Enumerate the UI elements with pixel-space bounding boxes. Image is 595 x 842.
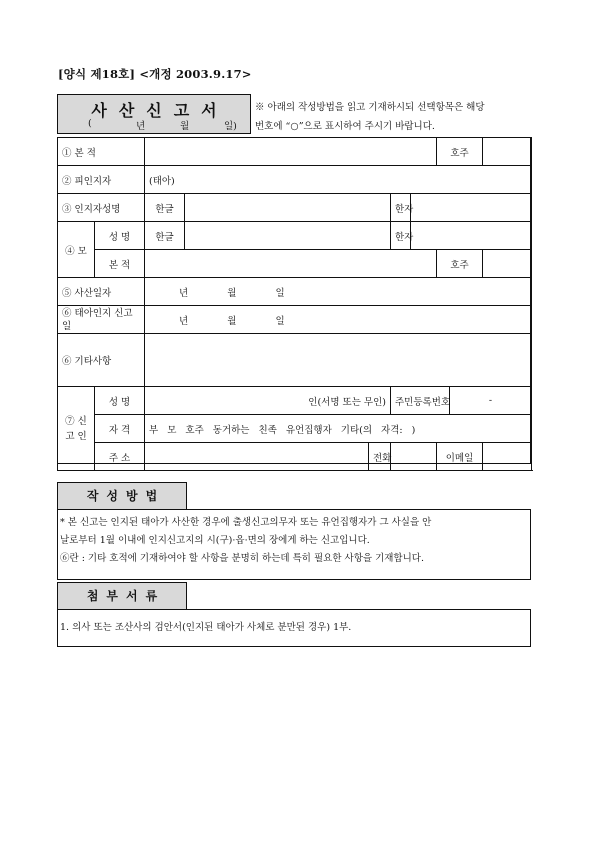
qualification-label: 자 격	[95, 415, 145, 443]
method-heading: 작성방법	[57, 482, 187, 510]
injija-hangeul-field[interactable]	[185, 194, 391, 222]
reporter-name-field[interactable]	[145, 387, 391, 415]
sasan-date-field[interactable]	[145, 278, 532, 306]
report-form-table	[57, 137, 532, 471]
mother-hangeul-field[interactable]	[185, 222, 391, 250]
qualification-options[interactable]: 부 모 호주 동거하는 친족 유언집행자 기타(의 자격: )	[145, 415, 532, 443]
mother-hangeul-label: 한글	[145, 222, 185, 250]
mother-hanja-field[interactable]	[411, 222, 532, 250]
taea-injeong-field[interactable]	[145, 306, 532, 334]
injeong-day: 일	[275, 315, 285, 327]
attachments-heading: 첨부서류	[57, 582, 187, 610]
bonjeok-field[interactable]	[145, 138, 437, 166]
resident-no-label: 주민등록번호	[391, 387, 450, 415]
sasan-day: 일	[275, 287, 285, 299]
form-number-label: [양식 제18호] <개정 2003.9.17>	[58, 67, 252, 81]
hangeul-label: 한글	[145, 194, 185, 222]
mother-bonjeok-field[interactable]	[145, 250, 437, 278]
form-title-box	[57, 94, 251, 134]
reporter-name-label: 성 명	[95, 387, 145, 415]
bonjeok-label: ① 본 적	[58, 138, 145, 166]
attachment-item-1: 1. 의사 또는 조산사의 검안서(인지된 태아가 사체로 분만된 경우) 1부.	[60, 622, 352, 633]
resident-no-dash: -	[488, 395, 493, 406]
address-label: 주 소	[95, 443, 145, 471]
notice-line-1: ※ 아래의 작성방법을 읽고 기재하시되 선택항목은 해당	[255, 102, 485, 113]
email-label: 이메일	[437, 443, 483, 471]
mother-hanja-label: 한자	[391, 222, 411, 250]
instruction-notice	[255, 98, 535, 136]
title-date-year: 년	[136, 121, 146, 132]
attachments-box	[57, 609, 531, 647]
reporter-label: ⑦ 신 고 인	[58, 387, 95, 471]
sasan-year: 년	[179, 287, 189, 299]
email-field[interactable]	[483, 443, 532, 471]
sasan-date-label: ⑤ 사산일자	[58, 278, 145, 306]
injija-hanja-field[interactable]	[411, 194, 532, 222]
address-field[interactable]	[145, 443, 369, 471]
hoju-field[interactable]	[483, 138, 532, 166]
phone-field[interactable]	[391, 443, 437, 471]
hanja-label: 한자	[391, 194, 411, 222]
piinji-label: ② 피인지자	[58, 166, 145, 194]
title-date-month: 월	[180, 121, 190, 132]
method-line-2: 날로부터 1월 이내에 인지신고지의 시(구)·읍·면의 장에게 하는 신고입니다.	[60, 535, 370, 546]
mother-name-label: 성 명	[95, 222, 145, 250]
seal-text: 인(서명 또는 무인)	[308, 396, 386, 408]
method-box	[57, 509, 531, 580]
injija-label: ③ 인지자성명	[58, 194, 145, 222]
mother-label: ④ 모	[58, 222, 95, 278]
title-date-day: 일)	[224, 121, 237, 132]
mother-bonjeok-label: 본 적	[95, 250, 145, 278]
form-title: 사산신고서	[91, 101, 229, 120]
method-line-1: * 본 신고는 인지된 태아가 사산한 경우에 출생신고의무자 또는 유언집행자가 그 사실을 안	[60, 517, 432, 528]
title-date-open: (	[88, 118, 92, 129]
taea-injeong-label: ⑥ 태아인지 신고일	[58, 306, 145, 334]
injeong-month: 월	[227, 315, 237, 327]
mother-hoju-field[interactable]	[483, 250, 532, 278]
sasan-month: 월	[227, 287, 237, 299]
piinji-field[interactable]	[145, 166, 532, 194]
hoju-label: 호주	[437, 138, 483, 166]
mother-hoju-label: 호주	[437, 250, 483, 278]
injeong-year: 년	[179, 315, 189, 327]
notice-line-2: 번호에 “○”으로 표시하여 주시기 바랍니다.	[255, 121, 435, 132]
method-line-3: ⑥란 : 기타 호적에 기재하여야 할 사항을 분명히 하는데 특히 필요한 사항을 기재합니다.	[60, 553, 424, 564]
etc-field[interactable]	[145, 334, 532, 387]
resident-no-field[interactable]	[450, 387, 532, 415]
taea-text: (태아)	[149, 175, 175, 187]
phone-label: 전화	[369, 443, 391, 471]
etc-label: ⑥ 기타사항	[58, 334, 145, 387]
